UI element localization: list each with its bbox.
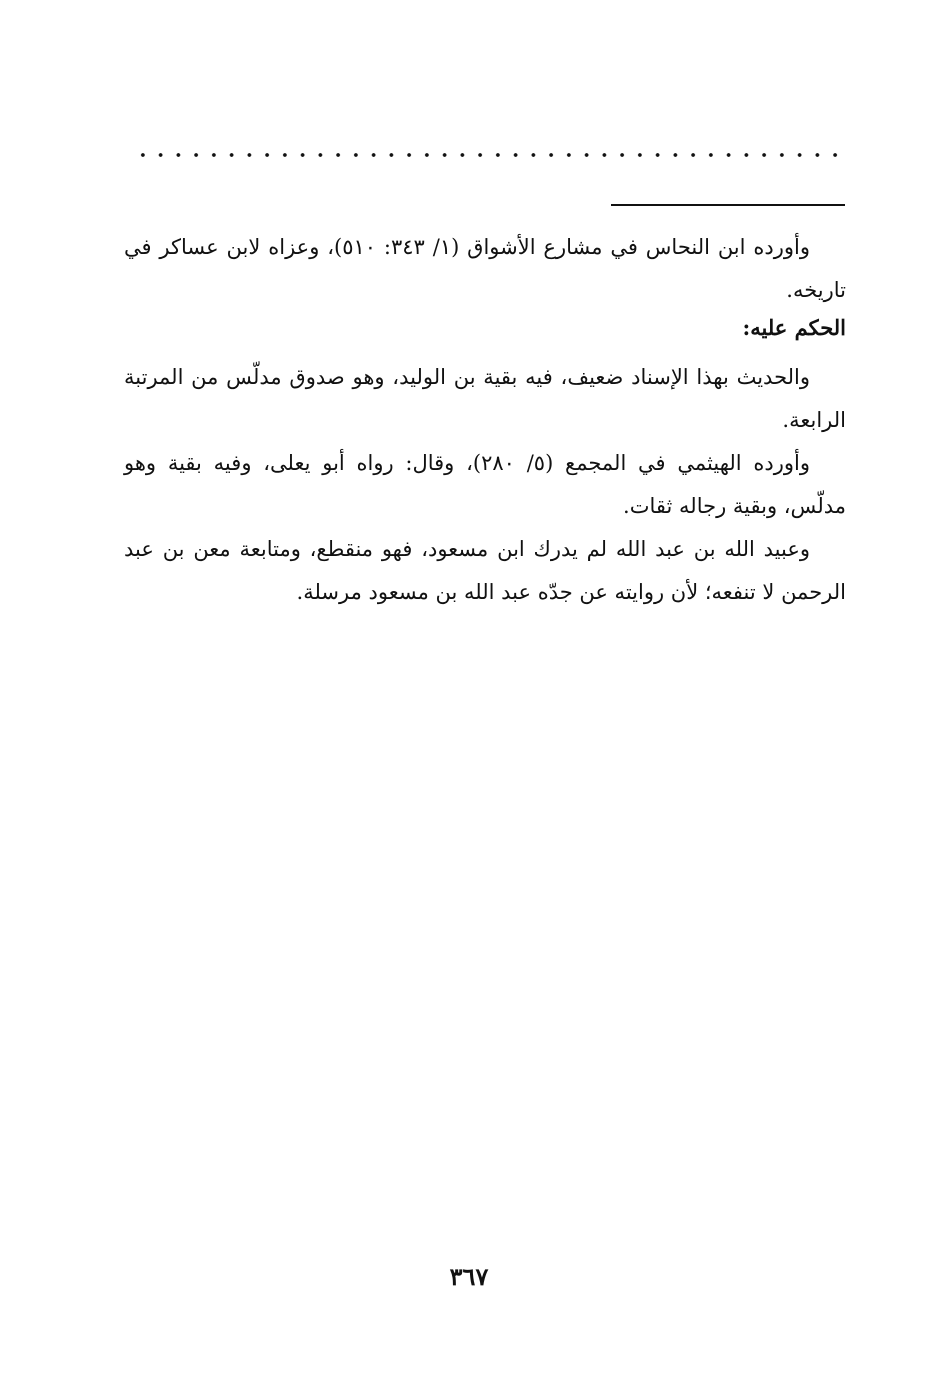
footnote-paragraph-4-block [124,528,846,614]
page-number: ٣٦٧ [449,1262,489,1291]
footnote-separator-line [611,204,845,206]
dotted-separator [134,152,844,158]
footnote-paragraph-3-block [124,442,846,528]
ruling-heading: الحكم عليه: [742,315,846,340]
footnote-paragraph-1: وأورده ابن النحاس في مشارع الأشواق (١/ ٣٤٣: ٥١٠)، وعزاه لابن عساكر في تاريخه. [124,235,846,302]
footnote-paragraph-2: والحديث بهذا الإسناد ضعيف، فيه بقية بن الوليد، وهو صدوق مدلّس من المرتبة الرابعة. [124,365,846,432]
footnote-paragraph-3: وأورده الهيثمي في المجمع (٥/ ٢٨٠)، وقال: رواه أبو يعلى، وفيه بقية وهو مدلّس، وبقية رجاله ثقات. [124,451,846,518]
footnote-paragraph-4: وعبيد الله بن عبد الله لم يدرك ابن مسعود، فهو منقطع، ومتابعة معن بن عبد الرحمن لا تنفعه؛ لأن روايته عن جدّه عبد الله بن مسعود مرسلة. [124,537,846,604]
footnote-paragraph-2-block [124,356,846,442]
footnote-paragraph-1-block [124,226,846,312]
